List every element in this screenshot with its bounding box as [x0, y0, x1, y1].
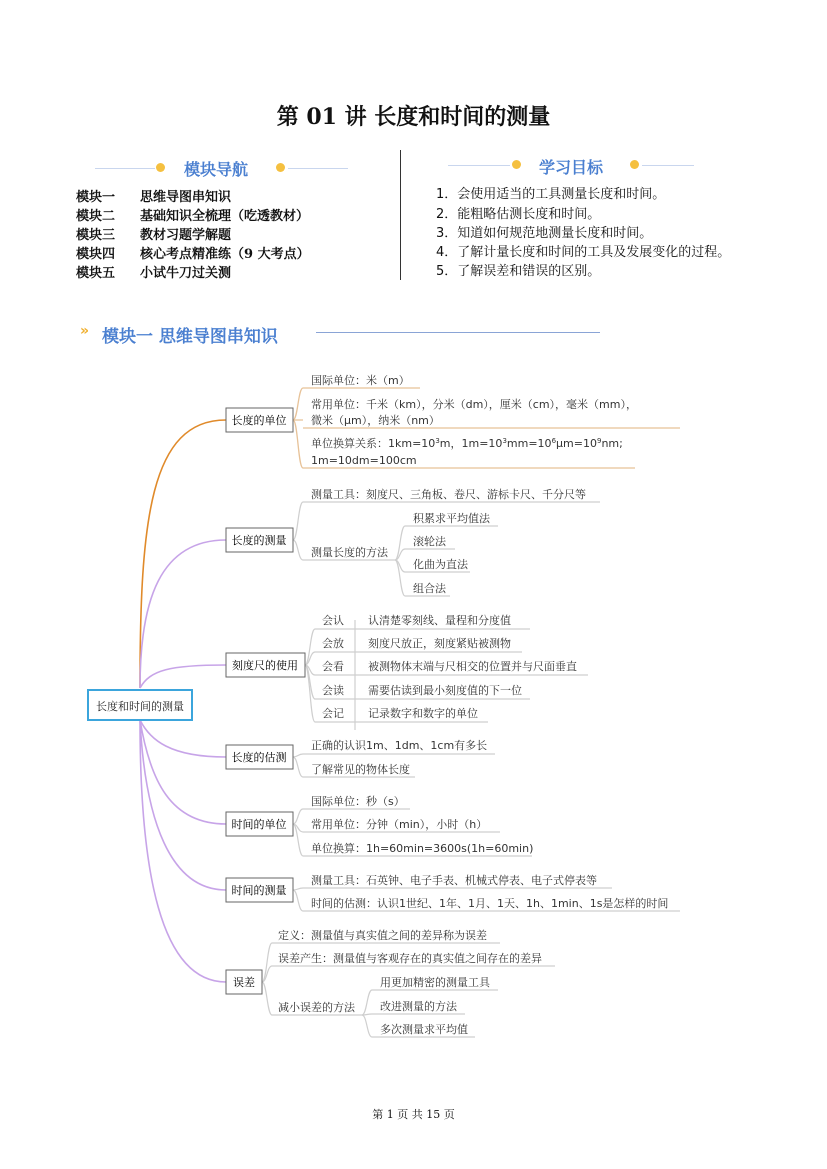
branch-b3-label: 刻度尺的使用 [232, 659, 298, 672]
b1-node-1: 国际单位：米（m） [311, 374, 410, 387]
goal-item-3: 3．知道如何规范地测量长度和时间。 [436, 226, 653, 241]
b2-method-2: 滚轮法 [413, 535, 446, 548]
b3-row-1-value: 认清楚零刻线、量程和分度值 [368, 614, 511, 627]
branch-b5-label: 时间的单位 [231, 818, 287, 831]
b1-node-3b: 1m=10dm=100cm [311, 454, 417, 467]
connector-root-b1 [140, 420, 226, 688]
b1-node-2b: 微米（μm），纳米（nm） [311, 414, 440, 427]
connector-b6-n1 [293, 888, 612, 890]
b6-node-1: 测量工具：石英钟、电子手表、机械式停表、电子式停表等 [311, 874, 597, 887]
b2-methods: 测量长度的方法 [311, 546, 388, 559]
goal-item-1: 1．会使用适当的工具测量长度和时间。 [436, 187, 666, 202]
nav-item-5: 模块五 小试牛刀过关测 [76, 266, 232, 281]
connector-root-b6 [140, 720, 226, 890]
connector-root-b5 [140, 720, 226, 824]
b2-tools: 测量工具：刻度尺、三角板、卷尺、游标卡尺、千分尺等 [311, 488, 586, 501]
b5-node-2: 常用单位：分钟（min），小时（h） [311, 818, 488, 831]
b6-node-2: 时间的估测：认识1世纪、1年、1月、1天、1h、1min、1s是怎样的时间 [311, 897, 669, 910]
b3-row-1-key: 会认 [322, 614, 344, 627]
b4-node-2: 了解常见的物体长度 [311, 763, 410, 776]
b7-method-3: 多次测量求平均值 [380, 1023, 468, 1036]
root-node-label: 长度和时间的测量 [96, 700, 184, 713]
nav-item-1: 模块一 思维导图串知识 [76, 190, 232, 205]
connector-b2-m1 [395, 526, 498, 560]
b3-row-5-value: 记录数字和数字的单位 [368, 707, 478, 720]
nav-heading: 模块导航 [184, 160, 249, 179]
b1-node-2a: 常用单位：千米（km），分米（dm），厘米（cm），毫米（mm）， [311, 398, 637, 411]
nav-item-4: 模块四 核心考点精准练（9 大考点） [76, 247, 310, 262]
connector-root-b7 [140, 720, 226, 982]
goal-item-5: 5．了解误差和错误的区别。 [436, 264, 601, 279]
b7-node-1: 定义：测量值与真实值之间的差异称为误差 [278, 929, 487, 942]
module-chevron-icon: » [80, 323, 90, 339]
page-title: 第 01 讲 长度和时间的测量 [276, 104, 551, 130]
branch-b4-label: 长度的估测 [231, 751, 287, 764]
b7-node-2: 误差产生：测量值与客观存在的真实值之间存在的差异 [278, 952, 542, 965]
b1-node-3a: 单位换算关系：$1km=10^3m$，$1m=10^3mm=10^6\mu m=10^9nm$; [311, 437, 623, 450]
b3-row-4-value: 需要估读到最小刻度值的下一位 [368, 684, 522, 697]
page-footer: 第 1 页 共 15 页 [372, 1108, 455, 1121]
connector-root-b4 [140, 720, 226, 757]
connector-root-b3 [140, 665, 226, 688]
b5-node-1: 国际单位：秒（s） [311, 795, 405, 808]
b5-node-3: 单位换算：1h=60min=3600s(1h=60min) [311, 842, 534, 855]
goal-item-4: 4．了解计量长度和时间的工具及发展变化的过程。 [436, 245, 731, 260]
b7-node-3: 减小误差的方法 [278, 1001, 355, 1014]
b3-row-5-key: 会记 [322, 707, 344, 720]
branch-b6-label: 时间的测量 [231, 884, 287, 897]
goal-item-2: 2．能粗略估测长度和时间。 [436, 207, 601, 222]
b3-row-3-key: 会看 [322, 660, 344, 673]
b2-method-3: 化曲为直法 [413, 558, 468, 571]
module-title: 模块一 思维导图串知识 [102, 327, 278, 347]
b2-method-4: 组合法 [413, 582, 446, 595]
b7-method-1: 用更加精密的测量工具 [380, 976, 490, 989]
branch-b2-label: 长度的测量 [231, 534, 287, 547]
b2-method-1: 积累求平均值法 [413, 512, 490, 525]
nav-item-2: 模块二 基础知识全梳理（吃透教材） [76, 209, 310, 224]
b3-row-4-key: 会读 [322, 684, 344, 697]
b4-node-1: 正确的认识1m、1dm、1cm有多长 [311, 739, 488, 752]
b7-method-2: 改进测量的方法 [380, 1000, 457, 1013]
b3-row-3-value: 被测物体末端与尺相交的位置并与尺面垂直 [368, 660, 577, 673]
branch-b1-label: 长度的单位 [231, 414, 287, 427]
connector-b7-m2 [362, 1014, 465, 1015]
nav-item-3: 模块三 教材习题学解题 [76, 228, 232, 243]
connector-b4-n1 [293, 754, 495, 757]
branch-b7-label: 误差 [233, 976, 255, 989]
b3-row-2-value: 刻度尺放正，刻度紧贴被测物 [368, 637, 511, 650]
goals-heading: 学习目标 [539, 158, 604, 177]
b3-row-2-key: 会放 [322, 637, 344, 650]
